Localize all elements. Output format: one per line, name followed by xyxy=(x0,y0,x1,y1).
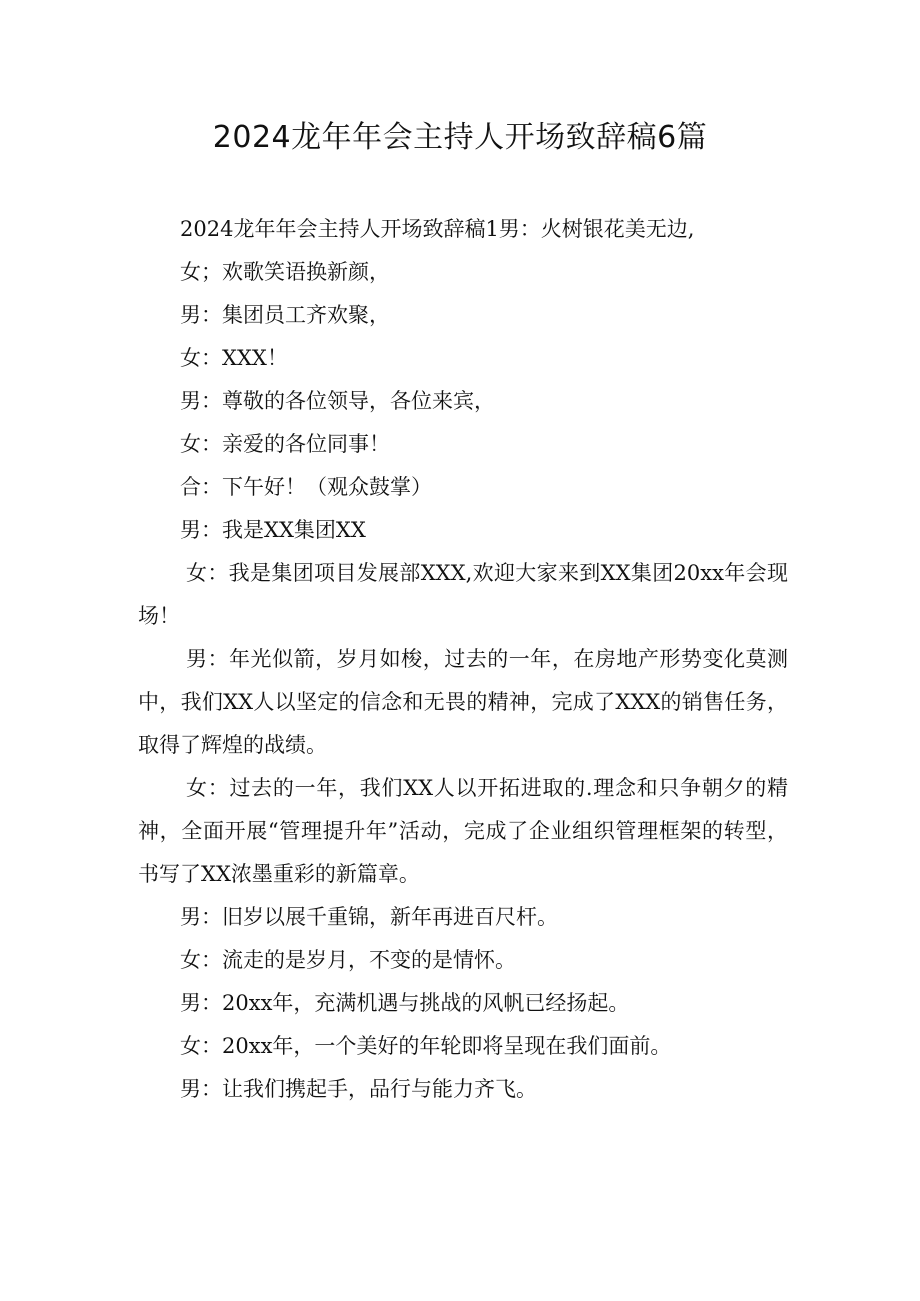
body-line: 女：20xx年，一个美好的年轮即将呈现在我们面前。 xyxy=(180,1034,672,1058)
body-line: 男：集团员工齐欢聚， xyxy=(180,303,390,327)
body-line: 女：流走的是岁月，不变的是情怀。 xyxy=(180,948,516,972)
body-line: 合：下午好！（观众鼓掌） xyxy=(180,475,432,499)
body-line: 2024龙年年会主持人开场致辞稿1男：火树银花美无边, xyxy=(180,217,695,241)
body-line: 女：亲爱的各位同事！ xyxy=(180,432,390,456)
document-title: 2024龙年年会主持人开场致辞稿6篇 xyxy=(212,120,708,155)
body-paragraph: 男：年光似箭，岁月如梭，过去的一年，在房地产形势变化莫测中，我们XX人以坚定的信念和无畏的精神，完成了XXX的销售任务，取得了辉煌的战绩。 xyxy=(138,647,788,757)
body-paragraph: 女：我是集团项目发展部XXX,欢迎大家来到XX集团20xx年会现场！ xyxy=(138,561,788,628)
body-line: 男：20xx年，充满机遇与挑战的风帆已经扬起。 xyxy=(180,991,630,1015)
body-line: 女：XXX！ xyxy=(180,346,288,370)
body-line: 男：我是XX集团XX xyxy=(180,518,366,542)
document-body xyxy=(138,208,788,1111)
body-line: 男：尊敬的各位领导，各位来宾， xyxy=(180,389,495,413)
body-line: 男：让我们携起手，品行与能力齐飞。 xyxy=(180,1077,537,1101)
body-line: 男：旧岁以展千重锦，新年再进百尺杆。 xyxy=(180,905,558,929)
body-paragraph: 女：过去的一年，我们XX人以开拓进取的.理念和只争朝夕的精神，全面开展“管理提升年”活动，完成了企业组织管理框架的转型，书写了XX浓墨重彩的新篇章。 xyxy=(138,776,788,886)
body-line: 女；欢歌笑语换新颜， xyxy=(180,260,390,284)
